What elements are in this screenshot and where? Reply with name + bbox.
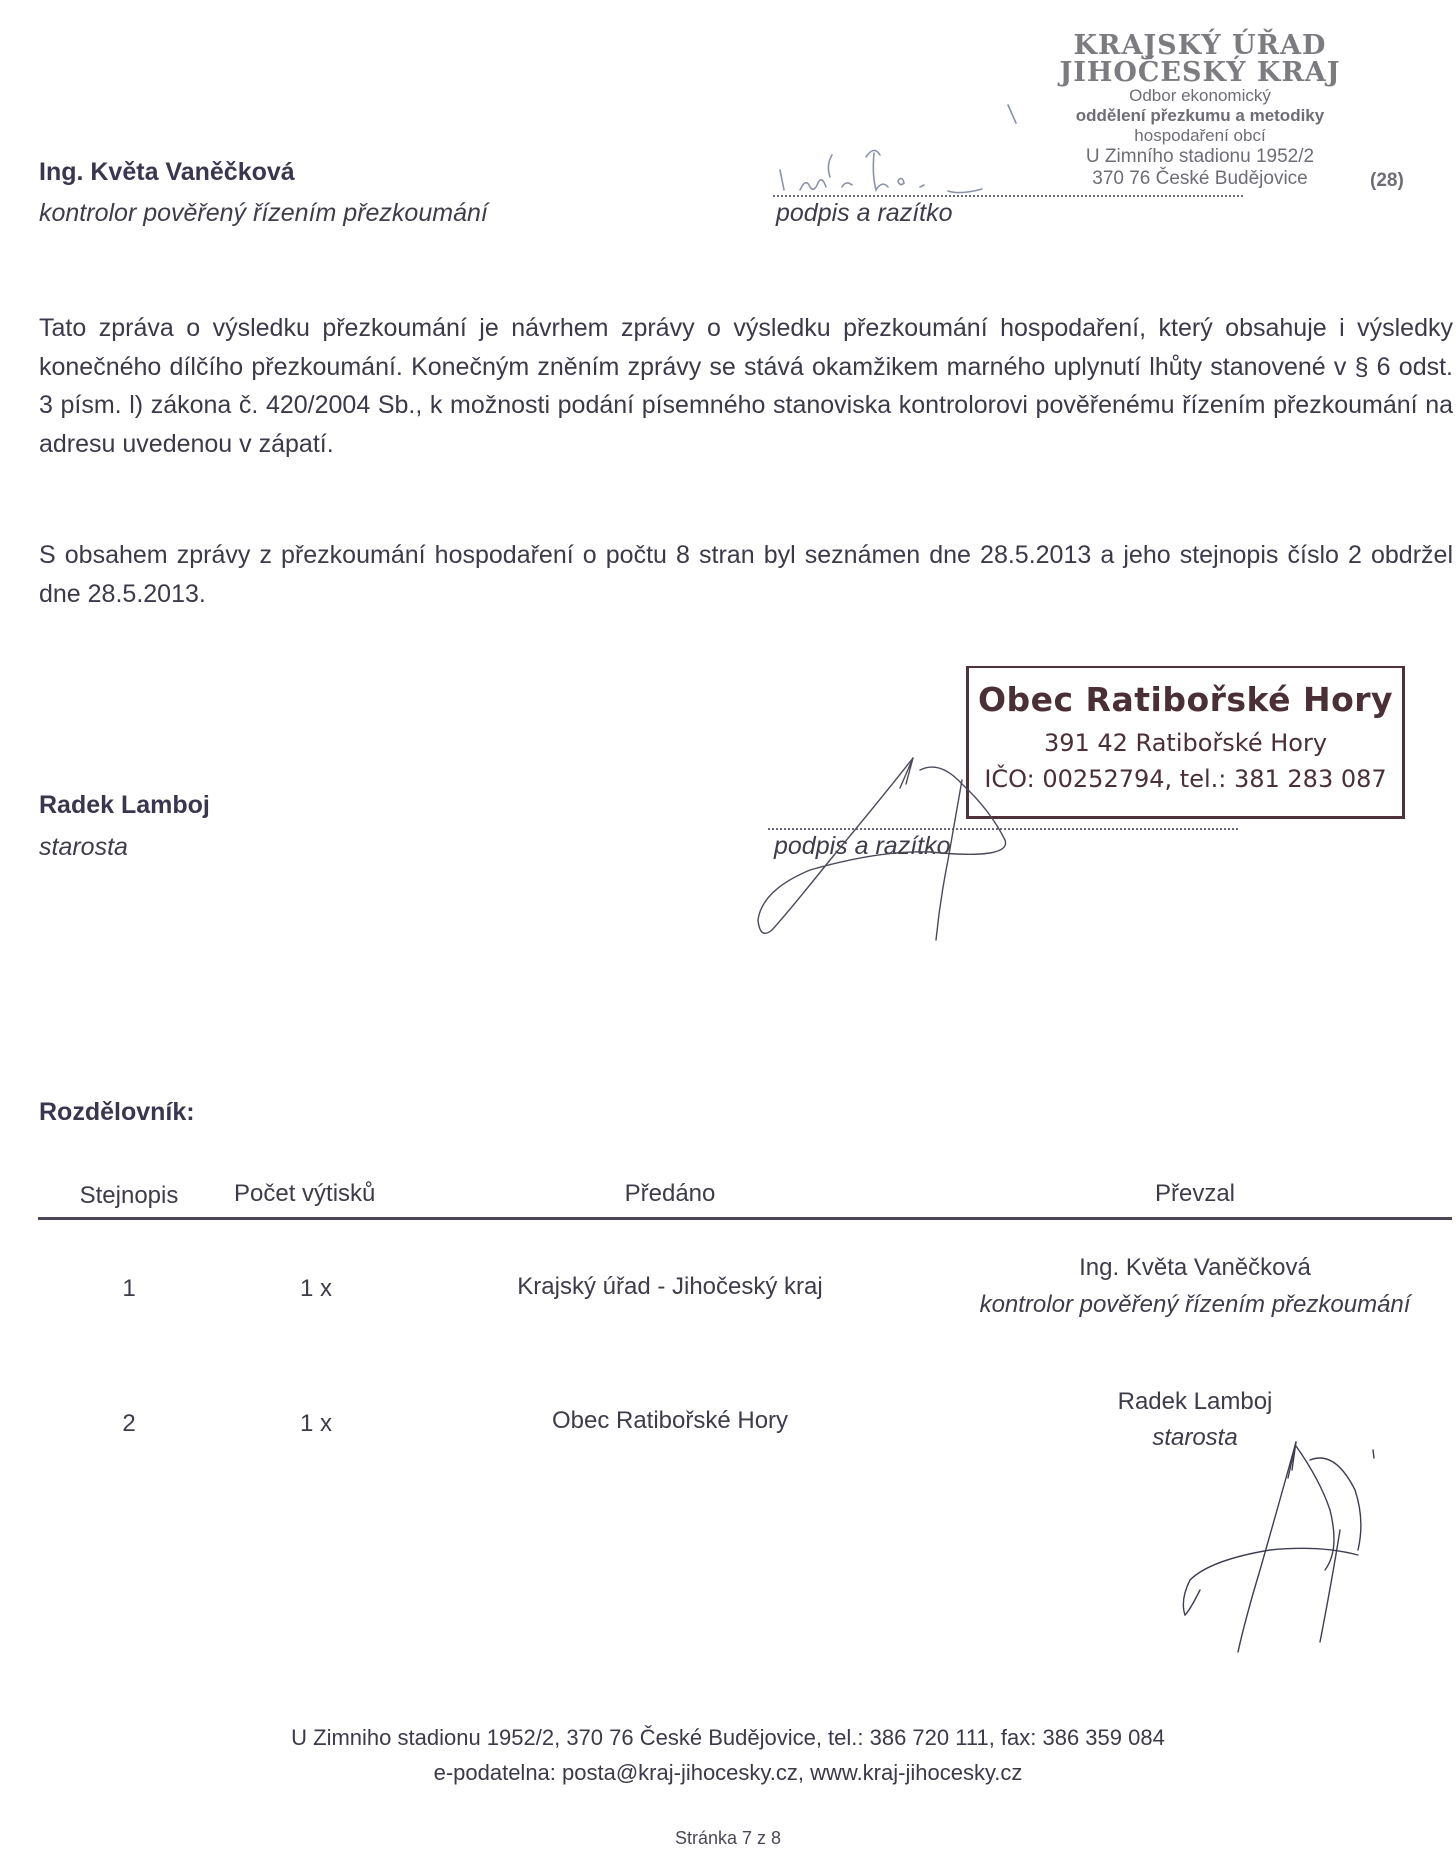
municipal-stamp-address: 391 42 Ratibořské Hory [1043,729,1328,757]
footer-contact: e-podatelna: posta@kraj-jihocesky.cz, www.kraj-jihocesky.cz [433,1760,1023,1785]
cell-count: 1 x [299,1275,332,1302]
municipal-stamp [966,666,1405,819]
cell-copy: 2 [122,1410,136,1437]
paragraph-text: S obsahem zprávy z přezkoumání hospodaření o počtu 8 stran byl seznámen dne 28.5.2013 a jeho stejnopis číslo 2 obdržel dne 28.5.2013. [39,541,1453,608]
cell-received-name: Radek Lamboj [1117,1388,1273,1415]
acknowledgement-paragraph [39,536,1453,613]
cell-handed-to: Obec Ratibořské Hory [551,1407,789,1434]
header-received-by: Převzal [1154,1180,1236,1207]
signature-line-top [773,195,1243,197]
header-handed-to: Předáno [624,1180,716,1207]
signature-label-mayor: podpis a razítko [774,832,951,860]
handwritten-signature-top [770,95,1030,200]
page-number: Stránka 7 z 8 [674,1828,782,1848]
cell-received-role: starosta [1152,1424,1238,1451]
mayor-role: starosta [39,833,128,861]
signature-line-mayor [768,828,1238,830]
header-count: Počet výtisků [234,1180,376,1207]
table-header-rule [38,1217,1452,1220]
municipal-stamp-ico: IČO: 00252794, tel.: 381 283 087 [984,765,1387,793]
stamp-line-city: 370 76 České Budějovice [1092,168,1308,189]
cell-received-name: Ing. Květa Vaněčková [1079,1254,1311,1281]
stamp-line-street: U Zimního stadionu 1952/2 [1085,146,1315,167]
stamp-line-section: oddělení přezkumu a metodiky [1075,106,1325,125]
stamp-title-line2: JIHOČESKÝ KRAJ [1059,57,1341,88]
footer-address: U Zimniho stadionu 1952/2, 370 76 České Budějovice, tel.: 386 720 111, fax: 386 359 084 [291,1725,1165,1750]
distribution-title: Rozdělovník: [39,1098,195,1126]
municipal-stamp-title: Obec Ratibořské Hory [977,680,1394,719]
regional-office-stamp [1040,32,1360,190]
signatory-role: kontrolor pověřený řízením přezkoumání [39,199,488,227]
paragraph-text: Tato zpráva o výsledku přezkoumání je návrhem zprávy o výsledku přezkoumání hospodaření, který obsahuje i výsledky konečného dílčího přezkoumání. Konečným zněním zprávy se stává okamžikem marného uplynutí lhůty stanovené v § 6 odst. 3 písm. l) zákona č. 420/2004 Sb., k možnosti podání písemného stanoviska kontrolorovi pověřenému řízením přezkoumání na adresu uvedenou v zápatí. [39,314,1453,458]
stamp-title-line1: KRAJSKÝ ÚŘAD [1073,30,1327,61]
stamp-line-section2: hospodaření obcí [1134,126,1266,145]
cell-received-role: kontrolor pověřený řízením přezkoumání [979,1291,1411,1318]
report-paragraph [39,309,1453,463]
stamp-number: (28) [1370,170,1404,191]
header-copy: Stejnopis [79,1182,179,1209]
mayor-name: Radek Lamboj [39,791,210,819]
cell-handed-to: Krajský úřad - Jihočeský kraj [517,1273,823,1300]
handwritten-signature-mayor-table [1120,1430,1380,1670]
signatory-name: Ing. Květa Vaněčková [39,158,295,186]
cell-copy: 1 [122,1275,136,1302]
cell-count: 1 x [299,1410,332,1437]
stamp-line-department: Odbor ekonomický [1129,86,1271,105]
signature-label-top: podpis a razítko [776,199,953,227]
